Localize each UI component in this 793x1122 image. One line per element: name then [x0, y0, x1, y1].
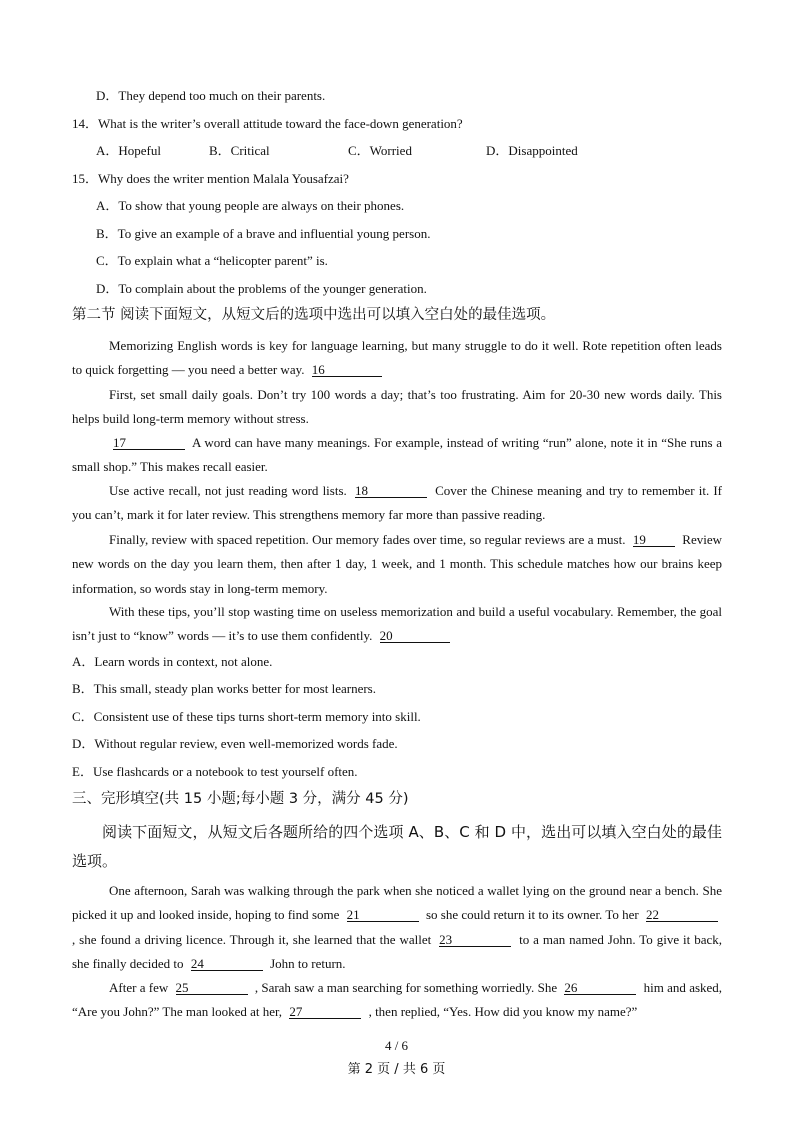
answer-blank: 25: [176, 981, 248, 995]
answer-blank: 21: [347, 908, 419, 922]
passage-text: to a man named John. To give it back, she finally decided to: [72, 931, 723, 971]
section2-option-e: E．Use flashcards or a notebook to test yourself often.: [72, 764, 358, 779]
cloze-paragraph: [72, 976, 722, 1025]
answer-blank: 27: [289, 1005, 361, 1019]
passage-text: John to return.: [270, 955, 346, 971]
passage-paragraph: [72, 334, 722, 383]
q14-option-c: C．Worried: [348, 143, 412, 158]
passage-text: so she could return it to its owner. To her: [425, 907, 639, 923]
passage-text: Finally, review with spaced repetition. Our memory fades over time, so regular reviews are a must.: [109, 532, 626, 547]
passage-paragraph: [72, 528, 722, 601]
answer-blank: 24: [191, 957, 263, 971]
passage-paragraph: [72, 600, 722, 649]
passage-text: First, set small daily goals. Don’t try 100 words a day; that’s too frustrating. Aim for 20-30 new words daily. This helps build long-term memory without stress.: [72, 387, 722, 427]
q15-stem: 15．Why does the writer mention Malala Yousafzai?: [72, 171, 349, 186]
q14-option-b: B．Critical: [209, 143, 270, 158]
q15-option-d: D．To complain about the problems of the younger generation.: [96, 281, 427, 296]
q14-option-a: A．Hopeful: [96, 143, 161, 158]
passage-text: Use active recall, not just reading word lists.: [109, 483, 347, 498]
q15-option-b: B．To give an example of a brave and influential young person.: [96, 226, 431, 241]
section3-instruction: 阅读下面短文，从短文后各题所给的四个选项 A、B、C 和 D 中，选出可以填入空白处的最佳选项。: [72, 823, 722, 870]
cloze-paragraph: [72, 879, 722, 976]
answer-blank: 19: [633, 533, 675, 547]
section2-option-a: A．Learn words in context, not alone.: [72, 654, 273, 669]
section2-heading: 第二节 阅读下面短文，从短文后的选项中选出可以填入空白处的最佳选项。: [72, 307, 556, 323]
answer-blank: 23: [439, 933, 511, 947]
passage-text: Review new words on the day you learn them, then after 1 day, 1 week, and 1 month. This schedule matches how our brains keep information, so words stay in long-term memory.: [72, 532, 723, 596]
passage-text: Cover the Chinese meaning and try to remember it. If you can’t, mark it for later review. This strengthens memory far more than passive reading.: [72, 483, 723, 523]
answer-blank: 22: [646, 908, 718, 922]
q14-option-d: D．Disappointed: [486, 143, 578, 158]
section3-heading: 三、完形填空(共 15 小题;每小题 3 分，满分 45 分): [72, 791, 409, 807]
section2-option-b: B．This small, steady plan works better for most learners.: [72, 681, 376, 696]
q14-stem: 14．What is the writer’s overall attitude toward the face-down generation?: [72, 116, 463, 131]
passage-text: One afternoon, Sarah was walking through the park when she noticed a wallet lying on the ground near a bench. She picked it up and looked inside, hoping to find some: [72, 883, 722, 923]
answer-blank: 18: [355, 484, 427, 498]
q15-option-c: C．To explain what a “helicopter parent” is.: [96, 253, 328, 268]
passage-paragraph: [72, 383, 722, 432]
q13-option-d: D．They depend too much on their parents.: [96, 88, 326, 103]
section2-option-d: D．Without regular review, even well-memorized words fade.: [72, 736, 398, 751]
passage-text: , Sarah saw a man searching for something worriedly. She: [254, 980, 558, 995]
passage-text: Memorizing English words is key for language learning, but many struggle to do it well. Rote repetition often leads to quick forgetting — you need a better way.: [72, 338, 722, 378]
page-label: 第 2 页 / 共 6 页: [347, 1062, 446, 1077]
page-fraction: 4 / 6: [384, 1038, 409, 1053]
passage-text: A word can have many meanings. For example, instead of writing “run” alone, note it in “She runs a small shop.” This makes recall easier.: [72, 435, 722, 475]
passage-text: , then replied, “Yes. How did you know my name?”: [368, 1004, 638, 1020]
q15-option-a: A．To show that young people are always on their phones.: [96, 198, 405, 213]
passage-paragraph: [72, 431, 722, 480]
section2-option-c: C．Consistent use of these tips turns short-term memory into skill.: [72, 709, 421, 724]
passage-text: After a few: [109, 980, 169, 995]
answer-blank: 16: [312, 363, 382, 377]
answer-blank: 20: [380, 629, 450, 643]
passage-text: , she found a driving licence. Through it, she learned that the wallet: [72, 931, 432, 947]
answer-blank: 17: [113, 436, 185, 450]
passage-paragraph: [72, 479, 722, 528]
passage-text: With these tips, you’ll stop wasting time on useless memorization and build a useful vocabulary. Remember, the goal isn’t just to “know” words — it’s to use them confidently.: [72, 604, 722, 644]
passage-text: him and asked, “Are you John?” The man looked at her,: [72, 980, 723, 1020]
answer-blank: 26: [564, 981, 636, 995]
